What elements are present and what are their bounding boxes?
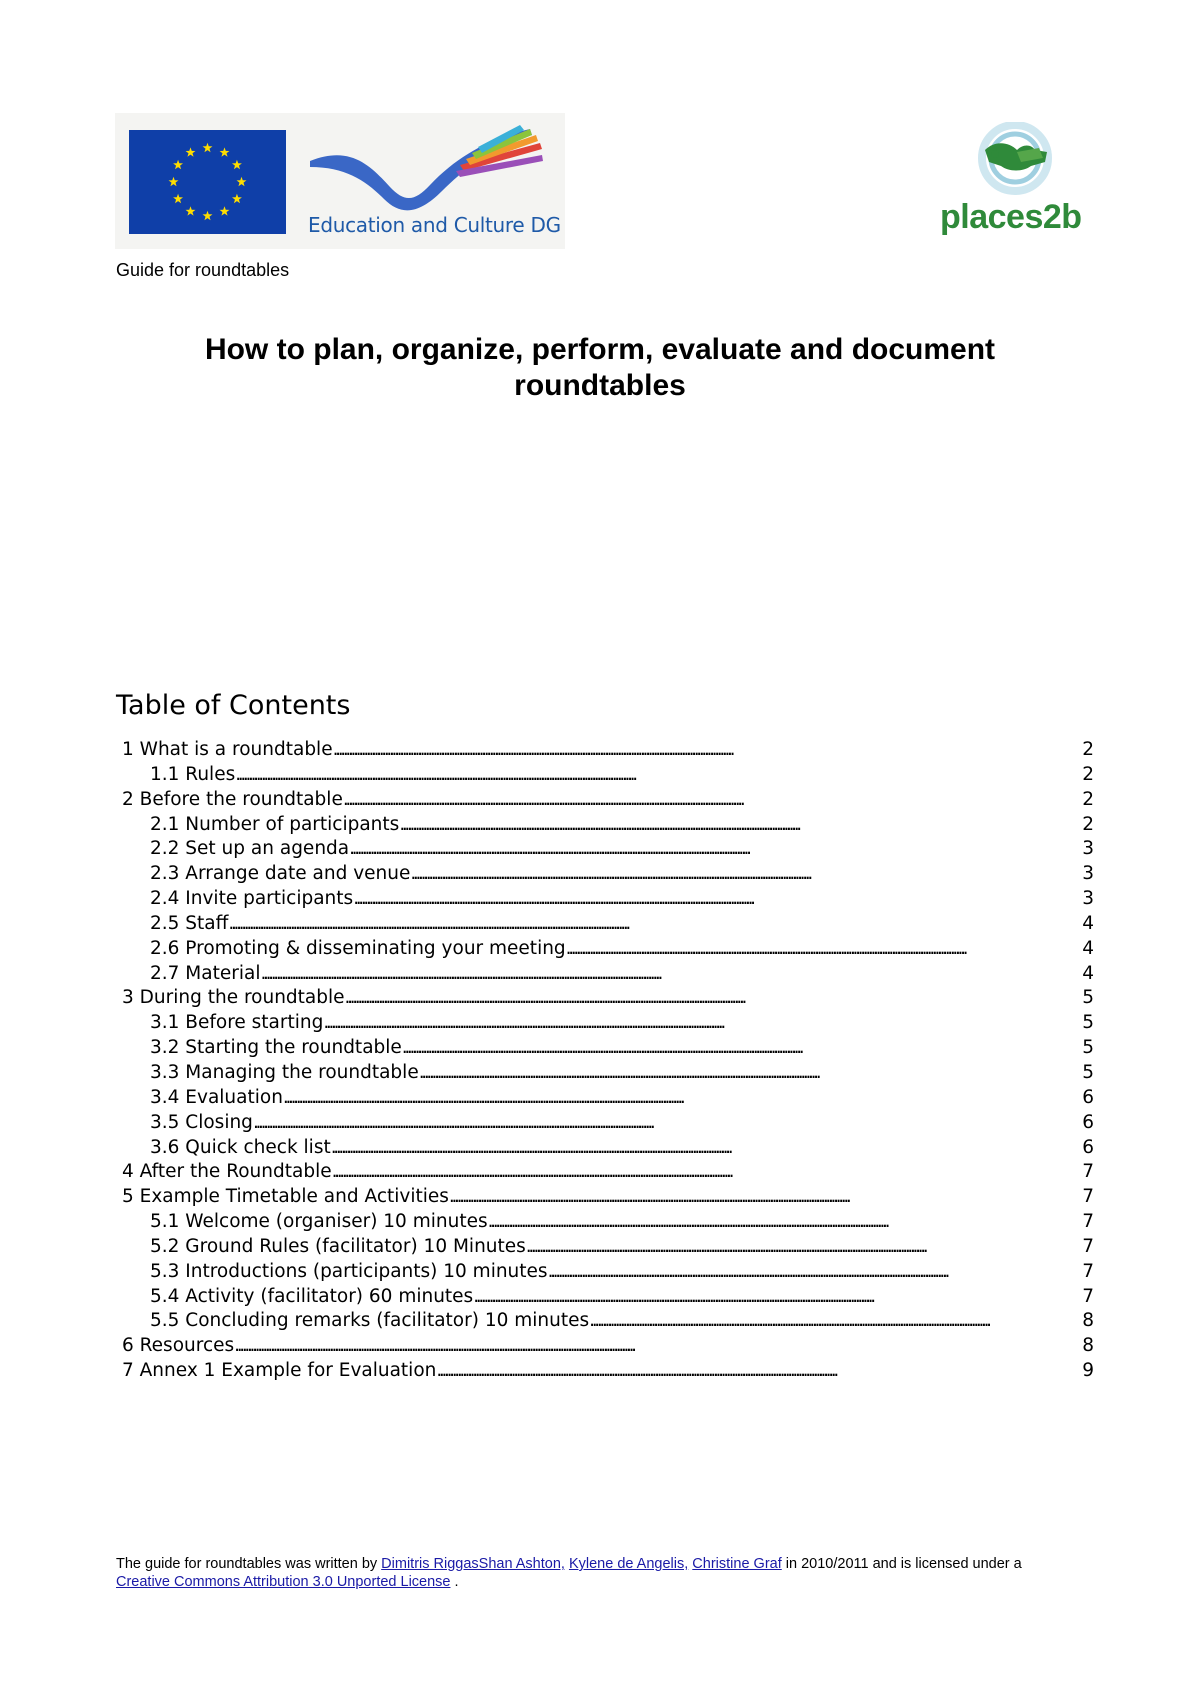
toc-entry[interactable]	[122, 912, 1094, 937]
toc-entry-page: 4	[1082, 962, 1094, 984]
toc-entry-page: 4	[1082, 912, 1094, 934]
toc-leader-dots	[419, 1061, 1081, 1086]
toc-entry[interactable]	[122, 1285, 1094, 1310]
toc-entry-page: 2	[1082, 739, 1094, 760]
toc-entry-page: 7	[1082, 1161, 1094, 1183]
toc-leader-dots	[353, 887, 1080, 912]
toc-entry[interactable]	[122, 788, 1094, 813]
toc-leader-dots	[228, 912, 1080, 937]
toc-entry-title: 5.2 Ground Rules (facilitator) 10 Minutes	[150, 1235, 526, 1257]
toc-entry[interactable]	[122, 962, 1094, 987]
title-line-2: roundtables	[514, 369, 686, 402]
toc-entry-title: 4 After the Roundtable	[122, 1161, 332, 1183]
toc-entry-page: 7	[1082, 1186, 1094, 1208]
header-note: Guide for roundtables	[116, 260, 290, 280]
toc-entry-title: 5 Example Timetable and Activities	[122, 1186, 449, 1208]
license-link[interactable]: Creative Commons Attribution 3.0 Unported License	[116, 1574, 451, 1590]
toc-entry-title: 2.1 Number of participants	[150, 813, 400, 835]
toc-entry-title: 3.6 Quick check list	[150, 1136, 331, 1158]
toc-entry-page: 3	[1082, 863, 1094, 885]
author-link-2[interactable]: Kylene de Angelis,	[568, 1556, 689, 1572]
toc-entry[interactable]	[122, 862, 1094, 887]
toc-entry-page: 7	[1082, 1211, 1094, 1233]
toc-entry[interactable]	[122, 1210, 1094, 1235]
toc-entry[interactable]	[122, 887, 1094, 912]
toc-entry-page: 9	[1082, 1360, 1094, 1382]
toc-entry[interactable]	[122, 1359, 1094, 1384]
toc-entry-title: 3 During the roundtable	[122, 987, 345, 1009]
education-culture-dg-logo	[115, 113, 565, 249]
toc-entry[interactable]	[122, 1136, 1094, 1161]
toc-leader-dots	[343, 788, 1080, 813]
toc-heading: Table of Contents	[116, 690, 351, 721]
toc-entry-page: 5	[1082, 1012, 1094, 1034]
toc-entry-page: 7	[1082, 1235, 1094, 1257]
eac-logo-text: Education and Culture DG	[308, 213, 561, 237]
toc-entry-title: 5.5 Concluding remarks (facilitator) 10 minutes	[150, 1310, 590, 1332]
toc-leader-dots	[331, 1136, 1081, 1161]
toc-leader-dots	[410, 862, 1080, 887]
footer-text-before: The guide for roundtables was written by	[116, 1556, 382, 1572]
toc-entry-title: 2.4 Invite participants	[150, 888, 354, 910]
toc-entry-page: 5	[1082, 1037, 1094, 1059]
toc-leader-dots	[488, 1210, 1081, 1235]
toc-entry-title: 2.7 Material	[150, 962, 261, 984]
toc-entry-page: 8	[1082, 1310, 1094, 1332]
toc-entry-title: 3.1 Before starting	[150, 1012, 324, 1034]
toc-leader-dots	[349, 837, 1080, 862]
toc-entry-title: 3.5 Closing	[150, 1111, 253, 1133]
toc-entry[interactable]	[122, 1235, 1094, 1260]
toc-entry-page: 2	[1082, 763, 1094, 785]
toc-leader-dots	[449, 1185, 1080, 1210]
toc-entry[interactable]	[122, 1111, 1094, 1136]
footer-text-after: .	[450, 1574, 459, 1590]
toc-entry[interactable]	[122, 763, 1094, 788]
document-title	[100, 332, 1100, 404]
eu-flag-icon	[129, 130, 286, 234]
toc-entry-page: 5	[1082, 987, 1094, 1009]
toc-leader-dots	[526, 1235, 1080, 1260]
toc-entry-page: 6	[1082, 1086, 1094, 1108]
toc-entry[interactable]	[122, 738, 1094, 763]
toc-leader-dots	[436, 1359, 1080, 1384]
toc-leader-dots	[589, 1309, 1080, 1334]
toc-entry-title: 1.1 Rules	[150, 763, 236, 785]
toc-leader-dots	[283, 1086, 1080, 1111]
toc-entry-title: 2.5 Staff	[150, 912, 229, 934]
toc-entry-title: 2.6 Promoting & disseminating your meeting	[150, 937, 566, 959]
toc-entry[interactable]	[122, 1334, 1094, 1359]
toc-entry[interactable]	[122, 986, 1094, 1011]
toc-entry-title: 2.2 Set up an agenda	[150, 838, 350, 860]
toc-leader-dots	[323, 1011, 1080, 1036]
toc-leader-dots	[345, 986, 1081, 1011]
toc-leader-dots	[566, 937, 1081, 962]
toc-entry[interactable]	[122, 837, 1094, 862]
toc-entry-title: 2.3 Arrange date and venue	[150, 863, 411, 885]
toc-leader-dots	[399, 813, 1080, 838]
toc-leader-dots	[260, 962, 1080, 987]
toc-leader-dots	[473, 1285, 1080, 1310]
title-line-1: How to plan, organize, perform, evaluate and document	[204, 333, 996, 366]
toc-entry-page: 4	[1082, 937, 1094, 959]
toc-entry-page: 3	[1082, 888, 1094, 910]
toc-entry-page: 7	[1082, 1285, 1094, 1307]
toc-entry[interactable]	[122, 1036, 1094, 1061]
toc-entry-title: 7 Annex 1 Example for Evaluation	[122, 1360, 437, 1382]
toc-leader-dots	[234, 1334, 1080, 1359]
eac-swoosh-icon	[310, 125, 550, 215]
toc-entry-page: 6	[1082, 1111, 1094, 1133]
toc-leader-dots	[402, 1036, 1080, 1061]
toc-entry-title: 5.3 Introductions (participants) 10 minutes	[150, 1260, 548, 1282]
toc-entry-page: 5	[1082, 1061, 1094, 1083]
toc-entry-title: 5.4 Activity (facilitator) 60 minutes	[150, 1285, 474, 1307]
toc-entry-page: 6	[1082, 1136, 1094, 1158]
toc-leader-dots	[548, 1260, 1081, 1285]
toc-entry[interactable]	[122, 1061, 1094, 1086]
places2b-emblem-icon	[965, 122, 1065, 202]
toc-leader-dots	[253, 1111, 1080, 1136]
toc-entry[interactable]	[122, 1011, 1094, 1036]
places2b-logo-text: places2b	[940, 198, 1082, 236]
author-link-3[interactable]: Christine Graf	[692, 1556, 782, 1572]
toc-entry-title: 6 Resources	[122, 1335, 235, 1357]
footer-text-middle: in 2010/2011 and is licensed under a	[781, 1556, 1022, 1572]
table-of-contents	[122, 738, 1094, 1384]
author-link-1[interactable]: Dimitris RiggasShan Ashton,	[381, 1556, 565, 1572]
toc-entry[interactable]	[122, 1260, 1094, 1285]
toc-entry[interactable]	[122, 1086, 1094, 1111]
toc-entry[interactable]	[122, 1160, 1094, 1185]
toc-entry-title: 3.4 Evaluation	[150, 1086, 283, 1108]
toc-entry-title: 1 What is a roundtable	[122, 739, 333, 760]
toc-entry-page: 2	[1082, 788, 1094, 810]
toc-entry[interactable]	[122, 1309, 1094, 1334]
toc-leader-dots	[333, 738, 1081, 763]
toc-entry-page: 2	[1082, 813, 1094, 835]
toc-entry-page: 7	[1082, 1260, 1094, 1282]
toc-entry-title: 3.2 Starting the roundtable	[150, 1037, 402, 1059]
toc-entry-title: 5.1 Welcome (organiser) 10 minutes	[150, 1211, 488, 1233]
toc-leader-dots	[235, 763, 1080, 788]
toc-entry[interactable]	[122, 813, 1094, 838]
toc-entry[interactable]	[122, 1185, 1094, 1210]
places2b-logo	[940, 122, 1140, 252]
toc-entry[interactable]	[122, 937, 1094, 962]
toc-entry-page: 8	[1082, 1335, 1094, 1357]
footer-credits	[116, 1555, 1076, 1591]
toc-entry-title: 2 Before the roundtable	[122, 788, 343, 810]
toc-entry-page: 3	[1082, 838, 1094, 860]
toc-leader-dots	[332, 1160, 1081, 1185]
toc-entry-title: 3.3 Managing the roundtable	[150, 1061, 419, 1083]
